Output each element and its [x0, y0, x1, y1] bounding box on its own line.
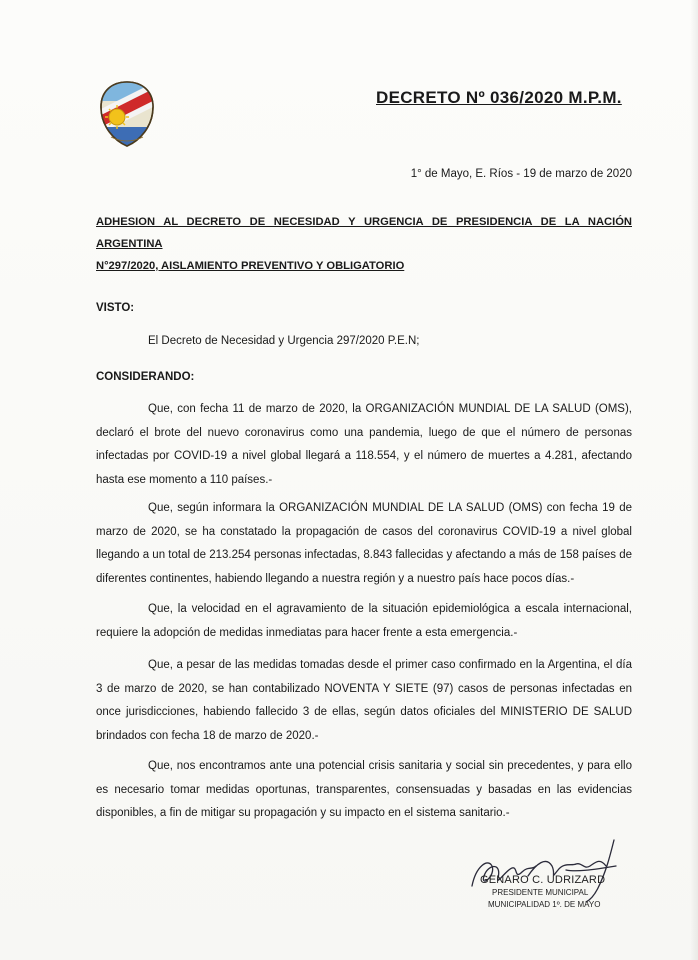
- considerando-paragraph: Que, según informara la ORGANIZACIÓN MUNDIAL DE LA SALUD (OMS) con fecha 19 de marzo de 2020, se ha constatado la propagación de casos del coronavirus COVID-19 a nivel global llegando a un total de 213.254 personas infectadas, 8.843 fallecidas y afectando a más de 158 países de diferentes continentes, habiendo llegando a nuestra región y a nuestro país hace pocos días.-: [96, 502, 632, 585]
- place-and-date: 1° de Mayo, E. Ríos - 19 de marzo de 2020: [410, 168, 632, 180]
- visto-text: El Decreto de Necesidad y Urgencia 297/2020 P.E.N;: [148, 335, 420, 347]
- considerando-paragraph: Que, la velocidad en el agravamiento de la situación epidemiológica a escala internacional, requiere la adopción de medidas inmediatas para hacer frente a esta emergencia.-: [96, 603, 632, 639]
- signatory-role: PRESIDENTE MUNICIPAL: [492, 888, 589, 897]
- considerando-paragraph: Que, nos encontramos ante una potencial crisis sanitaria y social sin precedentes, y para ello es necesario tomar medidas oportunas, transparentes, consensuadas y basadas en las evidencias disponibles, a fin de mitigar su propagación y su impacto en el sistema sanitario.-: [96, 760, 632, 819]
- considerando-paragraph: Que, con fecha 11 de marzo de 2020, la ORGANIZACIÓN MUNDIAL DE LA SALUD (OMS), declaró el brote del nuevo coronavirus como una pandemia, luego de que el número de personas infectadas por COVID-19 a nivel global llegará a 118.554, y el número de muertes a 4.281, afectando hasta ese momento a 110 países.-: [96, 403, 632, 486]
- subject-line-2: N°297/2020, AISLAMIENTO PREVENTIVO Y OBLIGATORIO: [96, 260, 405, 272]
- considerando-paragraph: Que, a pesar de las medidas tomadas desde el primer caso confirmado en la Argentina, el día 3 de marzo de 2020, se han contabilizado NOVENTA Y SIETE (97) casos de personas infectadas en once jurisdicciones, habiendo fallecido 3 de ellas, según datos oficiales del MINISTERIO DE SALUD brindados con fecha 18 de marzo de 2020.-: [96, 659, 632, 742]
- decree-title: DECRETO Nº 036/2020 M.P.M.: [376, 88, 622, 107]
- municipal-seal-icon: [97, 79, 157, 149]
- considerando-heading: CONSIDERANDO:: [96, 371, 195, 383]
- signature-block: [466, 836, 636, 916]
- decree-subject: [96, 211, 632, 277]
- subject-line-1: ADHESION AL DECRETO DE NECESIDAD Y URGENCIA DE PRESIDENCIA DE LA NACIÓN ARGENTINA: [96, 216, 632, 250]
- visto-heading: VISTO:: [96, 302, 135, 314]
- page-edge-shadow: [690, 0, 698, 960]
- signatory-name: GENARO C. UDRIZARD: [480, 874, 606, 886]
- signatory-municipality: MUNICIPALIDAD 1º. DE MAYO: [488, 900, 601, 909]
